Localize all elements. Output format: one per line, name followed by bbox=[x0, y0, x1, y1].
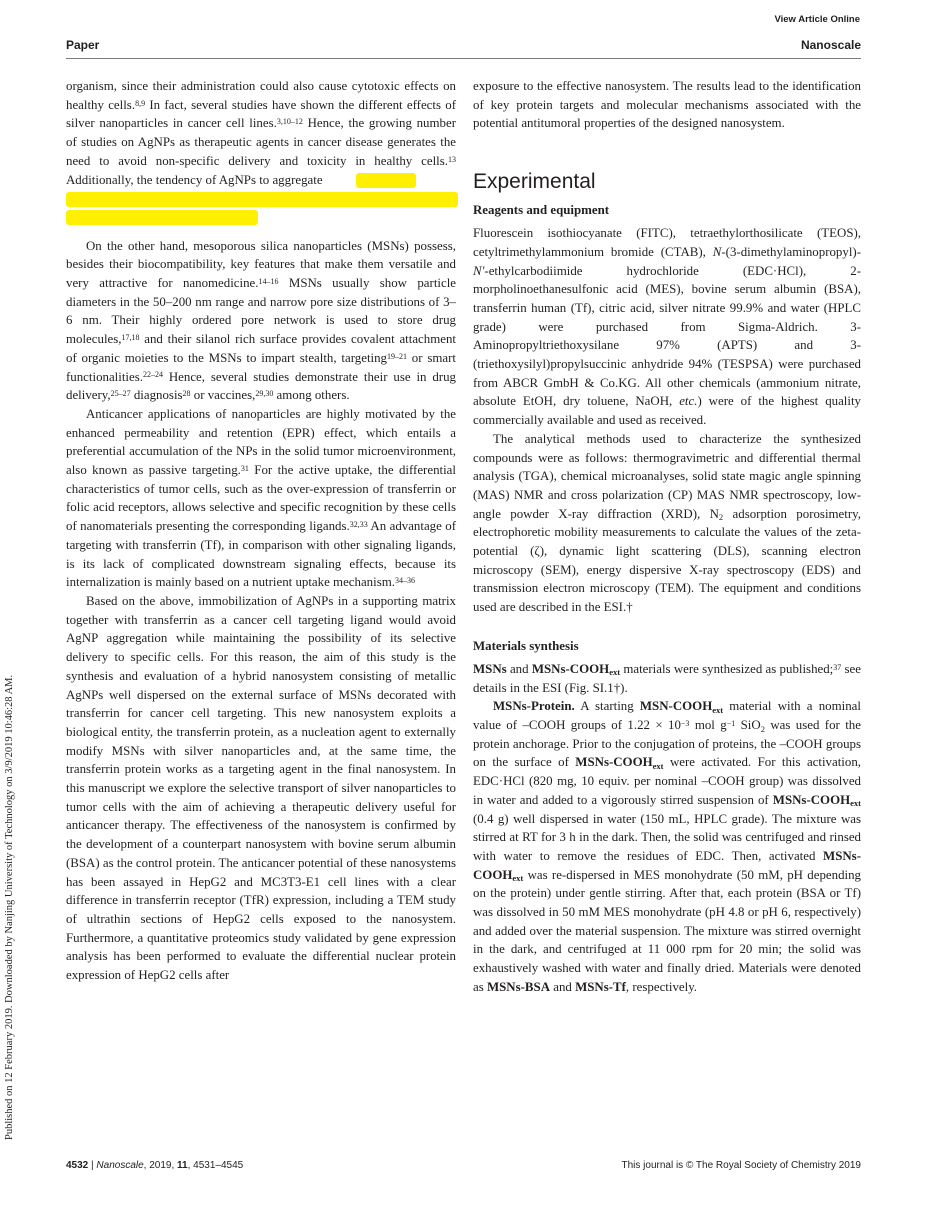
highlight-mark bbox=[66, 210, 258, 225]
footer-copyright: This journal is © The Royal Society of Chemistry 2019 bbox=[621, 1160, 861, 1171]
subheading-reagents: Reagents and equipment bbox=[473, 203, 610, 218]
left-column bbox=[66, 77, 456, 985]
paragraph-msns-protein: MSNs-Protein. A starting MSN-$COOH_{ext}$ material with a nominal value of –COOH groups of $1.22 \times 10^{-3}$ mol $g^{-1}$ SiO$_2$ was used for the protein anchorage. Prior to the conjugation of proteins, the –COOH groups on the surface of MSNs-$COOH_{ext}$ were activated. For this activation, EDC·HCl (820 mg, 10 equiv. per nominal –COOH group) was dissolved in water and added to a vigorously stirred suspension of MSNs-$COOH_{ext}$ (0.4 g) well dispersed in water (150 mL, HPLC grade). The mixture was stirred at RT for 3 h in the dark. Then, the solid was centrifuged and rinsed with water to remove the residues of EDC. Then, activated MSNs-$COOH_{ext}$ was re-dispersed in MES monohydrate (50 mM, pH depending on the protein) under gentle stirring. After that, each protein (BSA or Tf) was dissolved in 50 mM MES monohydrate (pH 4.8 or pH 6, respectively) and added over the material suspension. The mixture was stirred overnight in the dark, and centrifuged at 11 000 rpm for 20 min; the solid was exhaustively washed with water and finally dried. Materials were denoted as MSNs-BSA and MSNs-Tf, respectively. bbox=[473, 699, 862, 994]
right-column bbox=[473, 77, 861, 997]
paragraph-intro-1: organism, since their administration could also cause cytotoxic effects on healthy cells.$^{8,9}$ In fact, several studies have shown the different effects of silver nanoparticles in cancer cell lines.$^{3,10-12}$ Hence, the growing number of studies on AgNPs as therapeutic agents in cancer disease generates the need to avoid non-specific delivery and toxicity in healthy cells.$^{13}$ Additionally, the tendency of AgNPs to aggregate bbox=[66, 77, 456, 227]
paragraph-intro-3: Anticancer applications of nanoparticles are highly motivated by the enhanced permeability and retention (EPR) effect, which entails a preferential accumulation of the NPs in the solid tumor microenvironment, also known as passive targeting.$^{31}$ For the active uptake, the differential characteristics of tumor cells, such as the over-expression of transferrin or folic acid receptors, allows selective and specific recognition by these cells of nanomaterials presenting the corresponding ligands.$^{32,33}$ An advantage of targeting with transferrin (Tf), in comparison with other signaling ligands, is its lack of complicated downstream signaling effects, because its internalization is mainly based on a nutrient uptake mechanism.$^{34-36}$ bbox=[66, 406, 456, 590]
footer-citation: 4532 | Nanoscale, 2019, 11, 4531–4545 bbox=[66, 1160, 244, 1171]
paragraph-reagents: Fluorescein isothiocyanate (FITC), tetraethylorthosilicate (TEOS), cetyltrimethylammonium bromide (CTAB), N-(3-dimethylaminopropyl)-N′-ethylcarbodiimide hydrochloride (EDC·HCl), 2-morpholinoethanesulfonic acid (MES), bovine serum albumin (BSA), transferrin human (Tf), citric acid, silver nitrate 99.9% and water (HPLC grade) were purchased from Sigma-Aldrich. 3-Aminopropyltriethoxysilane 97% (APTS) and 3-(triethoxysilyl)propylsuccinic anhydride 94% (TESPSA) were purchased from ABCR GmbH & Co.KG. All other chemicals (ammonium nitrate, absolute EtOH, dry toluene, NaOH, etc.) were of the highest quality commercially available and used as received. bbox=[473, 226, 861, 428]
header-section-label: Paper bbox=[66, 38, 100, 52]
paragraph-materials: MSNs and MSNs-$COOH_{ext}$ materials were synthesized as published;$^{37}$ see details in the ESI (Fig. SI.1†). bbox=[473, 661, 861, 695]
paragraph-intro-4: Based on the above, immobilization of AgNPs in a supporting matrix together with transferrin as a cancer cell targeting ligand would avoid AgNP aggregation while maintaining the possibility of its selective delivery to specific cells. For this reason, the aim of this study is the synthesis and evaluation of a hybrid nanosystem consisting of metallic AgNPs well dispersed on the external surface of MSNs decorated with transferrin for cancer cell targeting. This new nanosystem exploits a biological entity, the transferrin protein, as a nucleation agent to externally modify MSNs with silver nanoparticles and, at the same time, the transferrin protein works as a targeting agent in the final nanosystem. In this manuscript we explore the selective transport of silver nanoparticles to tumor cells with the aim of achieving a therapeutic delivery useful for anticancer therapy. The effectiveness of the nanosystem is confirmed by the development of a counterpart nanosystem with bovine serum albumin (BSA) as the control protein. The anticancer potential of these nanosystems has been assayed in HepG2 and MC3T3-E1 cell lines with a clear difference in transferrin receptor (TfR) expression, including a TEM study of ultrathin sections of HepG2 cells exposed to the nanosystem. Furthermore, a quantitative proteomics study validated by gene expression analysis has been performed to evaluate the differential nuclear protein expression of HepG2 cells after bbox=[66, 593, 456, 983]
paragraph-methods: The analytical methods used to characterize the synthesized compounds were as follows: thermogravimetric and differential thermal analysis (TGA), chemical microanalyses, solid state magic angle spinning (MAS) NMR and cross polarization (CP) MAS NMR spectroscopy, low-angle powder X-ray diffraction (XRD), $N_2$ adsorption porosimetry, electrophoretic mobility measurements to calculate the values of the zeta-potential (ζ), dynamic light scattering (DLS), scanning electron microscopy (SEM), energy dispersive X-ray spectroscopy (EDS) and transmission electron microscopy (TEM). The equipment and conditions used are described in the ESI.† bbox=[473, 431, 861, 615]
paragraph-intro-5: exposure to the effective nanosystem. The results lead to the identification of key protein targets and molecular mechanisms associated with the potential antitumoral properties of the designed nanosystem. bbox=[473, 79, 861, 131]
header-rule bbox=[66, 58, 861, 59]
running-header bbox=[66, 38, 861, 54]
paragraph-intro-2: On the other hand, mesoporous silica nanoparticles (MSNs) possess, besides their biocompatibility, key features that make them versatile and very attractive for nanomedicine.$^{14-16}$ MSNs usually show particle diameters in the 50–200 nm range and narrow pore size distributions of 3–6 nm. Their highly ordered pore network is used to store drug molecules,$^{17,18}$ and their silanol rich surface provides covalent attachment of organic moieties to the MSNs to impart stealth, targeting$^{19-21}$ or smart functionalities.$^{22-24}$ Hence, several studies demonstrate their use in drug delivery,$^{25-27}$ diagnosis$^{28}$ or vaccines,$^{29,30}$ among others. bbox=[66, 238, 457, 403]
page-footer bbox=[66, 1160, 861, 1174]
section-heading-experimental: Experimental bbox=[473, 170, 596, 194]
highlight-mark bbox=[356, 173, 416, 188]
subheading-materials-synthesis: Materials synthesis bbox=[473, 638, 579, 653]
view-article-online-link[interactable]: View Article Online bbox=[774, 14, 860, 25]
header-journal-name: Nanoscale bbox=[800, 38, 861, 52]
highlight-mark bbox=[66, 192, 458, 207]
